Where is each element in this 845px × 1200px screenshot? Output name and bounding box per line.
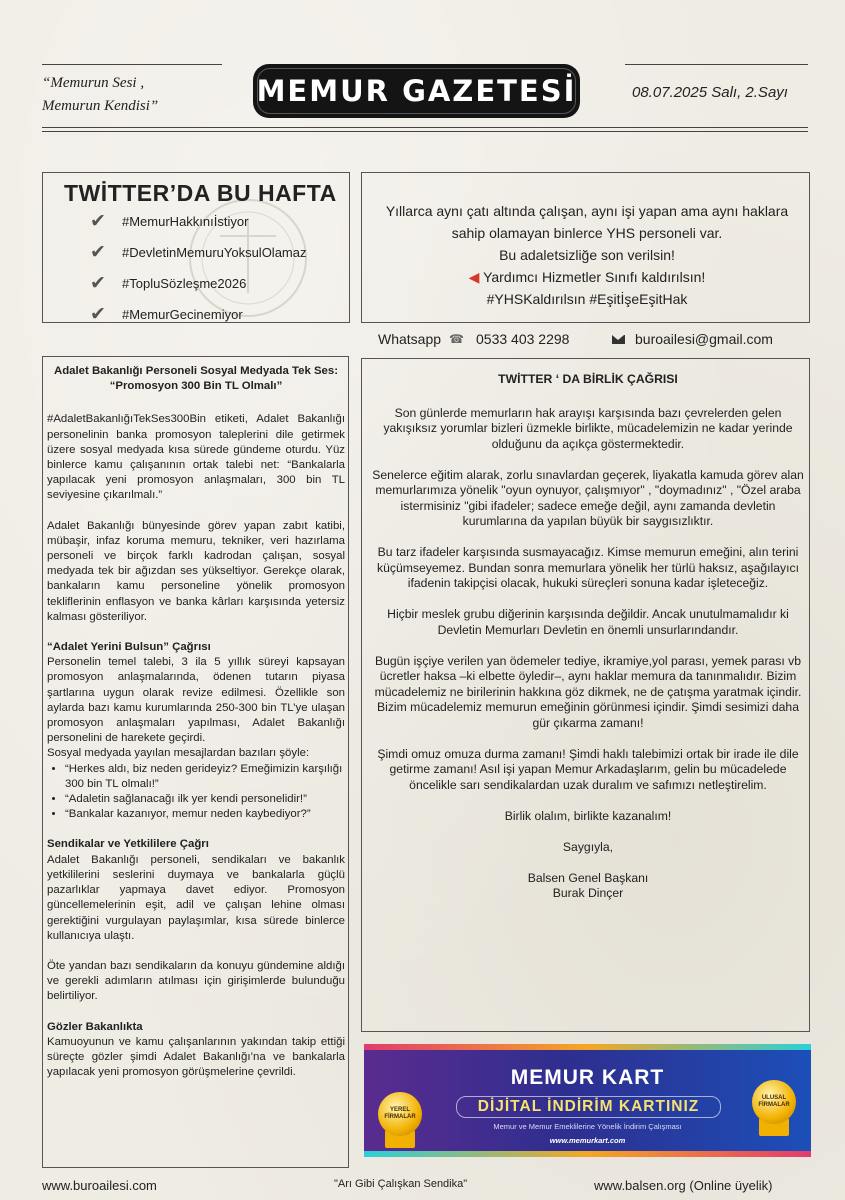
- check-icon: ✔: [90, 211, 106, 232]
- quote-list: [47, 762, 345, 823]
- signature-title: Balsen Genel Başkanı: [527, 870, 649, 885]
- local-firms-badge-text: YEREL FİRMALAR: [384, 1107, 416, 1120]
- hashtag-item[interactable]: [90, 237, 307, 268]
- hashtag-text: #MemurGecinemiyor: [122, 307, 243, 322]
- whatsapp-icon: ☎: [449, 332, 464, 346]
- yhs-line-4-text: Yardımcı Hizmetler Sınıfı kaldırılsın!: [483, 269, 706, 285]
- megaphone-icon: ◀: [468, 269, 480, 285]
- right-article-paragraph: Şimdi omuz omuza durma zamanı! Şimdi haklı talebimizi ortak bir irade ile dile getirme zamanı! Asıl işi yapan Memur Arkadaşlarım, gelin bu mücadelede öncelikle sarı sendikalardan uzak duralım ve safımızı netleştirelim.: [377, 746, 799, 792]
- footer-left-link[interactable]: www.buroailesi.com: [42, 1178, 157, 1193]
- left-article-paragraph: Adalet Bakanlığı bünyesinde görev yapan zabıt katibi, mübaşir, infaz koruma memuru, tekniker, veri hazırlama personeli ve birçok farklı kadrodan çalışan, sosyal medyada tek bir ağızdan ses yükseltiyor. Gerekçe olarak, bankaların kamu personeline yönelik promosyon tekliflerinin enflasyon ve banka kârları karşısında yetersiz kalması gösteriliyor.: [47, 519, 345, 623]
- left-article-paragraph: Personelin temel talebi, 3 ila 5 yıllık süreyi kapsayan promosyon anlaşmalarında, ödenen tutarın piyasa şartlarına uygun olarak revize edilmesi. Özellikle son aylarda bazı kamu kurumlarında 250-300 bin TL’ye ulaşan promosyon anlaşmaları yapılması, Adalet Bakanlığı personelini de harekete geçirdi.: [47, 656, 345, 745]
- yhs-hashtags[interactable]: #YHSKaldırılsın #EşitİşeEşitHak: [486, 291, 688, 307]
- check-icon: ✔: [90, 273, 106, 294]
- memur-kart-banner[interactable]: [364, 1044, 811, 1157]
- hashtag-item[interactable]: [90, 299, 307, 330]
- left-article-subheading: “Adalet Yerini Bulsun” Çağrısı: [47, 641, 211, 654]
- left-article-paragraph: Adalet Bakanlığı personeli, sendikaları ve bakanlık yetkililerini seslerini duymaya ve bankalarla güçlü pazarlıklar yapmaya davet ediyor. Promosyon güncellemelerinin eşit, adil ve çalışan lehine olması gerektiğini vurgulayan paylaşımlar, kısa sürede binlerce kullanıcıya ulaştı.: [47, 853, 345, 942]
- envelope-icon: [612, 335, 625, 344]
- twitter-box-title: TWİTTER’DA BU HAFTA: [64, 180, 337, 206]
- hashtag-item[interactable]: [90, 206, 307, 237]
- whatsapp-contact[interactable]: [378, 331, 569, 347]
- header-rule-top-left: [42, 64, 222, 65]
- left-article-paragraph: #AdaletBakanlığıTekSes300Bin etiketi, Adalet Bakanlığı personelinin banka promosyon taleplerini dile getirmek üzere sosyal medyada kısa sürede gündeme oturdu. Yüz binlerce kamu çalışanının ortak talebi net: “Bankalarla yapılacak yeni promosyon anlaşmaları, 300 bin TL seviyesine çıkarılmalı.”: [47, 413, 345, 502]
- right-article-paragraph: Bugün işçiye verilen yan ödemeler tediye, ikramiye,yol parası, yemek parası vb ücretler haksa –ki elbette öyledir–, aynı haklar memura da tanınmalıdır. Bizim mücadelemiz ne birilerinin hakkına göz dikmek, ne de çatışma yaratmak içindir. Bizim mücadelemiz memurun emeğinin görünmesi içindir. Şimdi sesimizi daha gür çıkarma zamanı!: [374, 653, 802, 730]
- footer-motto: "Arı Gibi Çalışkan Sendika": [334, 1178, 468, 1190]
- check-icon: ✔: [90, 242, 106, 263]
- right-article: [368, 372, 808, 902]
- newspaper-title: MEMUR GAZETESİ: [256, 74, 577, 108]
- quote-item: • “Herkes aldı, biz neden gerideyiz? Emeğimizin karşılığı 300 bin TL olmalı!”: [65, 762, 345, 792]
- right-article-paragraph: Son günlerde memurların hak arayışı karşısında bazı çevrelerden gelen yakışıksız yorumlar bizleri üzmekle birlikte, mücadelemizin ne kadar yerinde olduğunu da açıkça göstermektedir.: [383, 405, 793, 451]
- left-article: [47, 364, 345, 1095]
- yhs-message: [364, 200, 810, 310]
- header-rule-top-right: [625, 64, 808, 65]
- phone-number: 0533 403 2298: [476, 331, 570, 347]
- right-article-closing: Saygıyla,: [562, 839, 614, 854]
- slogan-line-2: Memurun Kendisi”: [42, 98, 159, 114]
- banner-stripe-top: [364, 1044, 811, 1050]
- yhs-line-2: sahip olamayan binlerce YHS personeli var.: [451, 225, 723, 241]
- banner-title: MEMUR KART: [510, 1066, 665, 1089]
- masthead: [253, 64, 580, 118]
- slogan-line-1: “Memurun Sesi ,: [42, 75, 145, 91]
- left-article-paragraph: Kamuoyunun ve kamu çalışanlarının yakından takip ettiği süreçte gözler şimdi Adalet Bakanlığı’na ve bankalarla yapılacak yeni promosyon görüşmelerine çevrildi.: [47, 1035, 345, 1079]
- slogan: [42, 72, 158, 118]
- hashtag-text: #MemurHakkınıİstiyor: [122, 214, 249, 229]
- banner-url[interactable]: www.memurkart.com: [549, 1136, 626, 1145]
- hashtag-text: #DevletinMemuruYoksulOlamaz: [122, 245, 307, 260]
- email-contact[interactable]: [612, 331, 773, 347]
- masthead-frame: [257, 68, 576, 114]
- left-article-title: Adalet Bakanlığı Personeli Sosyal Medyada Tek Ses: “Promosyon 300 Bin TL Olmalı”: [53, 365, 339, 393]
- banner-subtitle: DİJİTAL İNDİRİM KARTINIZ: [456, 1096, 721, 1118]
- header-rule-bottom-2: [42, 131, 808, 132]
- right-article-paragraph: Bu tarz ifadeler karşısında susmayacağız. Kimse memurun emeğini, alın terini küçümseyemez. Bundan sonra memurlara yönelik her türlü haksız, aşağılayıcı ifadenin takipçisi olacak, hukuki süreçleri sonuna kadar işleteceğiz.: [376, 545, 800, 590]
- footer-right-link[interactable]: www.balsen.org (Online üyelik): [594, 1178, 773, 1193]
- left-article-paragraph: Öte yandan bazı sendikaların da konuyu gündemine aldığı ve gerekli adımların atılması için girişimlerde bulunduğu belirtiliyor.: [47, 959, 345, 1003]
- hashtag-list: [90, 206, 307, 330]
- right-article-paragraph: Birlik olalım, birlikte kazanalım!: [504, 808, 672, 823]
- quote-item: • “Adaletin sağlanacağı ilk yer kendi personelidir!”: [65, 792, 345, 807]
- issue-date: 08.07.2025 Salı, 2.Sayı: [632, 84, 788, 101]
- right-article-paragraph: Senelerce eğitim alarak, zorlu sınavlardan geçerek, liyakatla kamuda görev alan memurlarımıza yönelik "oyun oynuyor, çalışmıyor" , "doymadınız" , "Özel araba istermisiniz "gibi ifadeler; sadece emeğe değil, aynı zamanda devletin kurumlarına da yapılan büyük bir saygısızlıktır.: [372, 467, 804, 528]
- quote-item: • “Bankalar kazanıyor, memur neden kaybediyor?”: [65, 807, 345, 822]
- left-article-paragraph: Sosyal medyada yayılan mesajlardan bazıları şöyle:: [47, 747, 310, 760]
- banner-stripe-bottom: [364, 1151, 811, 1157]
- header-rule-bottom: [42, 127, 808, 128]
- hashtag-item[interactable]: [90, 268, 307, 299]
- hashtag-text: #TopluSözleşme2026: [122, 276, 247, 291]
- yhs-line-4: [364, 266, 810, 288]
- signature-name: Burak Dinçer: [552, 886, 624, 900]
- national-firms-badge-text: ULUSAL FİRMALAR: [758, 1095, 790, 1108]
- left-article-subheading: Sendikalar ve Yetkililere Çağrı: [47, 838, 209, 851]
- email-address: buroailesi@gmail.com: [635, 331, 773, 347]
- banner-description: Memur ve Memur Emeklilerine Yönelik İndirim Çalışması: [493, 1122, 682, 1131]
- yhs-line-1: Yıllarca aynı çatı altında çalışan, aynı işi yapan ama aynı haklara: [385, 203, 789, 219]
- right-article-title: TWİTTER ‘ DA BİRLİK ÇAĞRISI: [498, 372, 678, 386]
- yhs-line-3: Bu adaletsizliğe son verilsin!: [499, 247, 675, 263]
- right-article-paragraph: Hiçbir meslek grubu diğerinin karşısında değildir. Ancak unutulmamalıdır ki Devletin Memurları Devletin en önemli unsurlarındandır.: [387, 607, 789, 637]
- check-icon: ✔: [90, 304, 106, 325]
- whatsapp-label: Whatsapp: [378, 331, 442, 347]
- left-article-subheading: Gözler Bakanlıkta: [47, 1020, 143, 1033]
